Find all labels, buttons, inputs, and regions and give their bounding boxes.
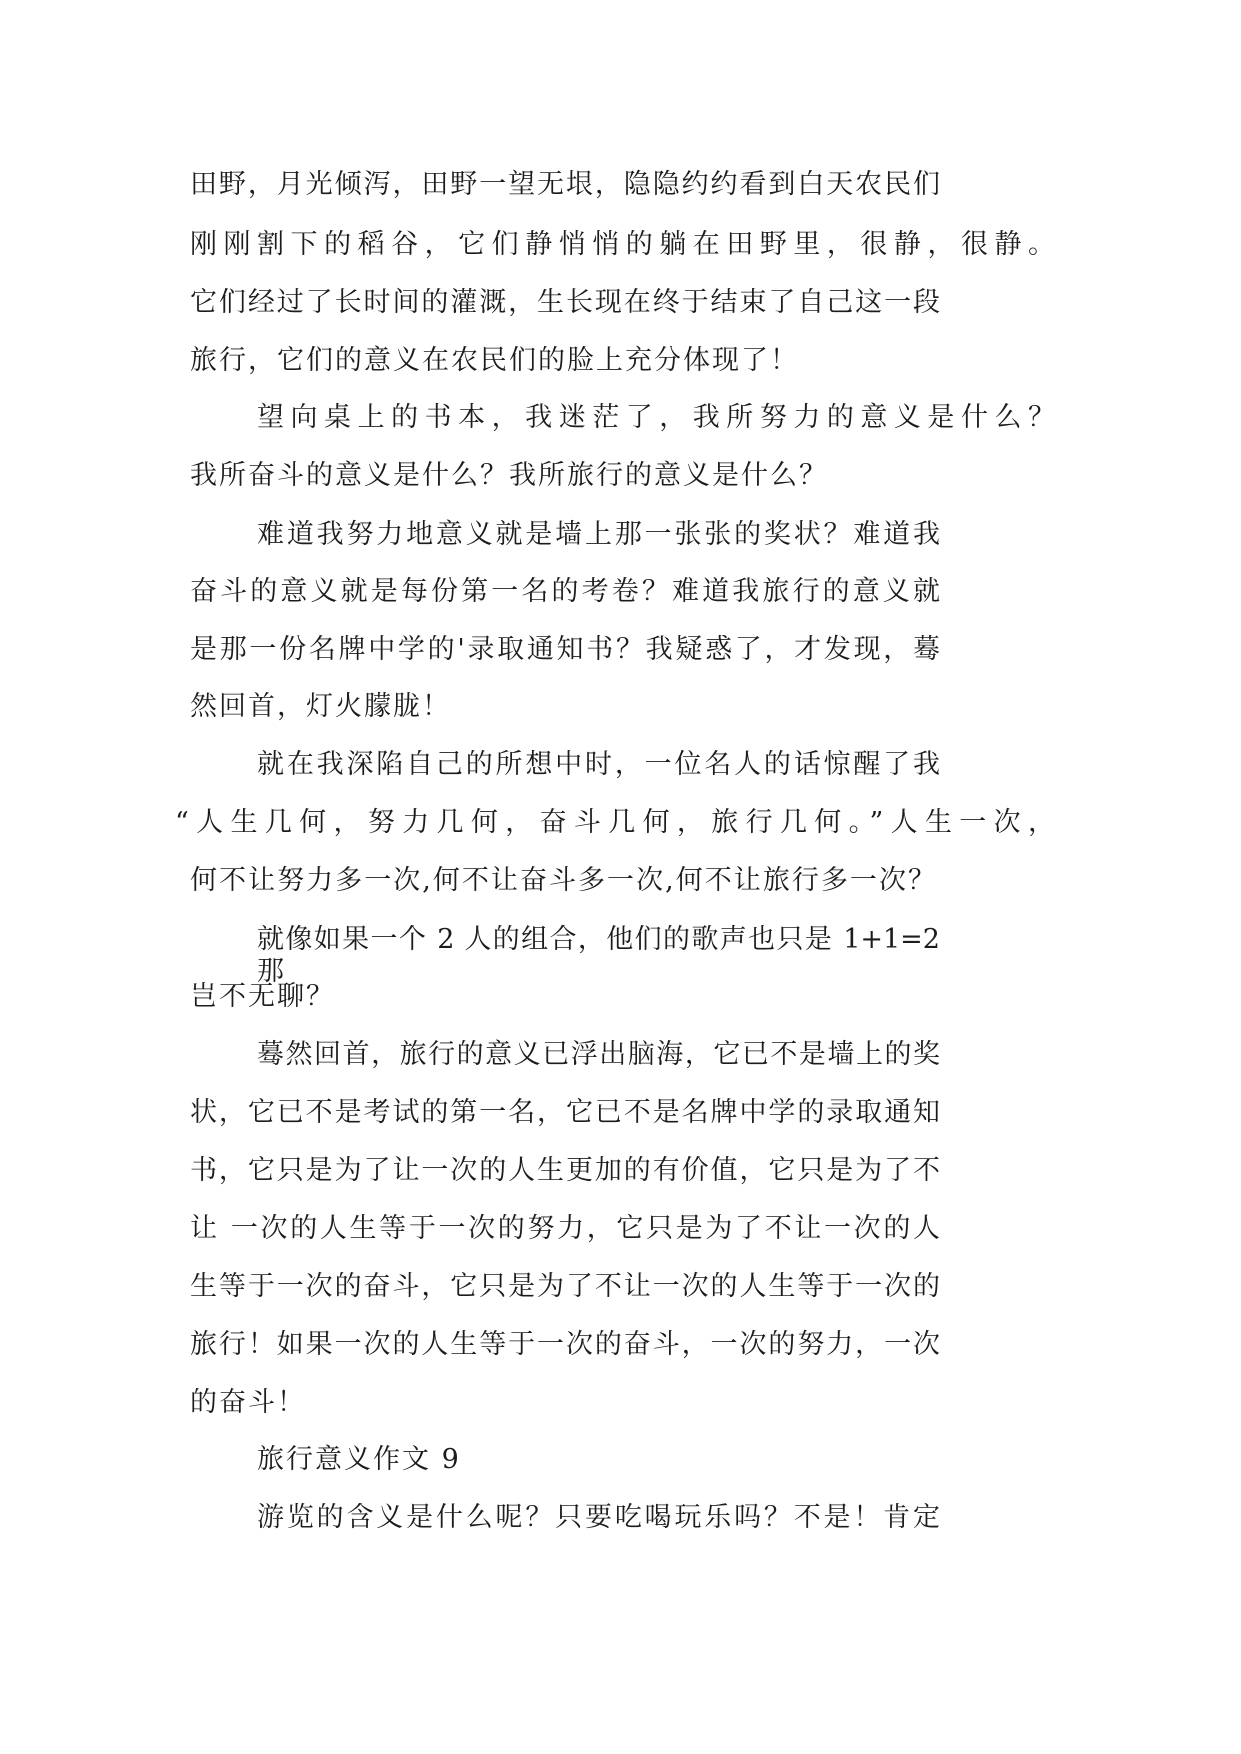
text-line: 的奋斗！ [190, 1387, 306, 1418]
text-line: “人生几何，努力几何，奋斗几何，旅行几何。”人生一次， [175, 807, 1055, 838]
paragraph-start-line: 蓦然回首，旅行的意义已浮出脑海，它已不是墙上的奖 [257, 1039, 940, 1070]
text-line: 旅行！如果一次的人生等于一次的奋斗，一次的努力，一次 [190, 1329, 940, 1360]
paragraph-start-line: 难道我努力地意义就是墙上那一张张的奖状？难道我 [257, 519, 940, 550]
text-line: 旅行，它们的意义在农民们的脸上充分体现了！ [190, 345, 799, 376]
text-line: 然回首，灯火朦胧！ [190, 691, 451, 722]
text-line: 让 一次的人生等于一次的努力，它只是为了不让一次的人 [190, 1213, 940, 1244]
text-line: 岂不无聊？ [190, 981, 335, 1012]
paragraph-start-line: 就在我深陷自己的所想中时，一位名人的话惊醒了我 [257, 749, 940, 780]
text-line: 是那一份名牌中学的'录取通知书？我疑惑了，才发现，蓦 [190, 634, 940, 665]
paragraph-start-line: 就像如果一个 2 人的组合，他们的歌声也只是 1+1=2 那 [257, 924, 940, 987]
text-line: 我所奋斗的意义是什么？我所旅行的意义是什么？ [190, 460, 828, 491]
text-line: 刚刚割下的稻谷，它们静悄悄的躺在田野里，很静，很静。 [190, 229, 1055, 260]
text-line: 奋斗的意义就是每份第一名的考卷？难道我旅行的意义就 [190, 576, 940, 607]
text-line: 田野，月光倾泻，田野一望无垠，隐隐约约看到白天农民们 [190, 169, 940, 200]
text-line: 状，它已不是考试的第一名，它已不是名牌中学的录取通知 [190, 1097, 940, 1128]
text-line: 书，它只是为了让一次的人生更加的有价值，它只是为了不 [190, 1155, 940, 1186]
text-line: 何不让努力多一次,何不让奋斗多一次,何不让旅行多一次？ [190, 865, 935, 896]
section-heading: 旅行意义作文 9 [257, 1444, 461, 1475]
paragraph-start-line: 望向桌上的书本，我迷茫了，我所努力的意义是什么？ [257, 402, 1055, 433]
text-line: 它们经过了长时间的灌溉，生长现在终于结束了自己这一段 [190, 287, 940, 318]
text-line: 生等于一次的奋斗，它只是为了不让一次的人生等于一次的 [190, 1271, 940, 1302]
paragraph-start-line: 游览的含义是什么呢？只要吃喝玩乐吗？不是！肯定 [257, 1502, 940, 1533]
